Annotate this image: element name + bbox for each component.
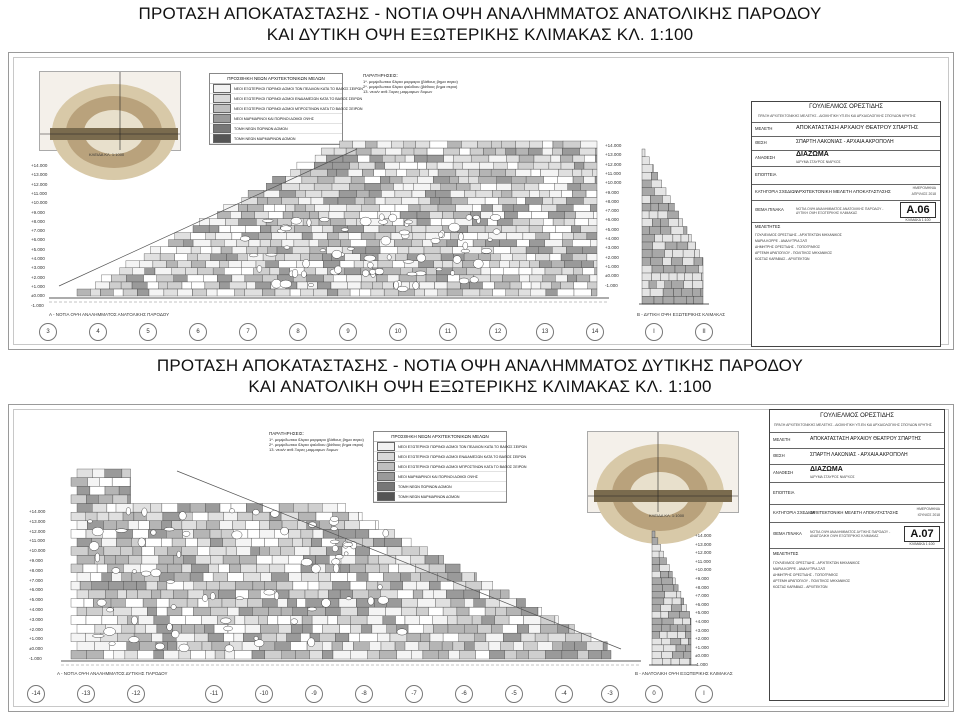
- legend-label: ΝΕΟΙ ΕΞΩΤΕΡΙΚΟΙ ΠΩΡΙΝΟΙ ΔΟΜΟΙ ΕΝΔΙΑΜΕΣΩΝ ΚΑΤΑ ΤΟ ΒΑΘΟΣ ΣΕΙΡΩΝ: [234, 96, 363, 101]
- grid-axis-marker: -4: [555, 685, 573, 703]
- level-label: ±0.000: [31, 293, 45, 299]
- tb-client-row: [752, 150, 940, 167]
- tb-sheet-row: [770, 522, 944, 549]
- legend-label: ΝΕΟΙ ΕΞΩΤΕΡΙΚΟΙ ΠΩΡΙΝΟΙ ΔΟΜΟΙ ΤΩΝ ΠΕΔΙΛΩΝ ΚΑΤΑ ΤΟ ΒΑΘΟΣ ΣΕΙΡΩΝ: [398, 444, 527, 449]
- level-label: +3.000: [695, 627, 709, 633]
- grid-axis-marker: -14: [27, 685, 45, 703]
- legend-swatch: [213, 124, 231, 133]
- level-label: -1.000: [695, 662, 708, 667]
- grid-axis-marker: -6: [455, 685, 473, 703]
- notes-line: 13. νεοι/ν ανθ.Ξορες μαμμαρων δομων: [269, 447, 339, 452]
- notes-block: [269, 431, 369, 452]
- level-label: ±0.000: [695, 653, 709, 659]
- level-label: +14.000: [31, 163, 48, 168]
- grid-axis-marker: -5: [505, 685, 523, 703]
- bottom-drawing-title-line2: ΚΑΙ ΑΝΑΤΟΛΙΚΗ ΟΨΗ ΕΞΩΤΕΡΙΚΗΣ ΚΛΙΜΑΚΑΣ ΚΛ. 1:100: [248, 377, 712, 396]
- level-label: +2.000: [29, 626, 43, 632]
- legend-item: [210, 104, 363, 114]
- elevation-caption-a: Α - ΝΟΤΙΑ ΟΨΗ ΑΝΑΛΗΜΜΑΤΟΣ ΔΥΤΙΚΗΣ ΠΑΡΟΔΟΥ: [57, 671, 168, 676]
- level-label: +5.000: [605, 226, 619, 232]
- level-label: +8.000: [31, 218, 45, 224]
- tb-client: ΔΙΑΖΩΜΑ: [796, 151, 829, 158]
- tb-site-row: [770, 448, 944, 465]
- legend-item: [374, 452, 527, 462]
- tb-architect-sub: ΠΡΑΞΗ ΑΡΧΙΤΕΚΤΟΝΙΚΗΣ ΜΕΛΕΤΗΣ - ΔΙΟΙΚΗΤΙΚΗ ΥΠ.ΕΝ ΚΑΙ ΑΡΧΑΙΟΛΟΓΙΚΗΣ ΣΠΟΥΔΩΝ ΚΡΗΤΗΣ: [774, 423, 932, 427]
- tb-study: ΑΠΟΚΑΤΑΣΤΑΣΗ ΑΡΧΑΙΟΥ ΘΕΑΤΡΟΥ ΣΠΑΡΤΗΣ: [796, 125, 919, 131]
- level-label: +2.000: [31, 274, 45, 280]
- grid-axis-marker: -7: [405, 685, 423, 703]
- elevation-drawing-stair: [639, 143, 709, 308]
- level-label: +13.000: [605, 152, 622, 158]
- tb-category-key: ΚΑΤΗΓΟΡΙΑ ΣΧΕΔΙΩΝ: [755, 189, 798, 194]
- legend-label: ΝΕΟΙ ΕΞΩΤΕΡΙΚΟΙ ΠΩΡΙΝΟΙ ΔΟΜΟΙ ΜΠΡΟΣΤΙΝΩΝ ΚΑΤΑ ΤΟ ΒΑΘΟΣ ΣΕΙΡΩΝ: [398, 464, 527, 469]
- tb-team-key: ΜΕΛΕΤΗΤΕΣ: [755, 224, 781, 229]
- notes-line: 1*. μεμψιδωτικο ΰλιρια μαρμαρο (βάθους βημα σεριο): [363, 79, 458, 84]
- legend-label: ΤΟΜΗ ΝΕΩΝ ΜΑΡΜΑΡΙΝΩΝ ΔΟΜΩΝ: [398, 494, 460, 499]
- level-label: +11.000: [695, 558, 712, 564]
- grid-axis-marker: 10: [389, 323, 407, 341]
- tb-code-box: [900, 202, 936, 222]
- level-label: +12.000: [29, 528, 46, 534]
- grid-axis-marker: 11: [439, 323, 457, 341]
- level-label: -1.000: [29, 656, 42, 661]
- tb-site: ΣΠΑΡΤΗ ΛΑΚΩΝΙΑΣ - ΑΡΧΑΙΑ ΑΚΡΟΠΟΛΗ: [796, 139, 894, 145]
- sheet-scale: ΚΛΙΜΑΚΑ 1:100: [909, 542, 935, 546]
- legend-label: ΝΕΟΙ ΕΞΩΤΕΡΙΚΟΙ ΠΩΡΙΝΟΙ ΔΟΜΟΙ ΤΩΝ ΠΕΔΙΛΩΝ ΚΑΤΑ ΤΟ ΒΑΘΟΣ ΣΕΙΡΩΝ: [234, 86, 363, 91]
- grid-axis-marker: 6: [189, 323, 207, 341]
- tb-site-row: [752, 136, 940, 151]
- stair-elevation: [639, 143, 709, 308]
- level-label: +9.000: [31, 209, 45, 215]
- grid-axis-marker: 7: [239, 323, 257, 341]
- level-label: +4.000: [31, 256, 45, 261]
- tb-category-row: [752, 184, 940, 201]
- notes-title: ΠΑΡΑΤΗΡΗΣΕΙΣ:: [363, 73, 398, 78]
- tb-category-row: [770, 504, 944, 523]
- tb-site: ΣΠΑΡΤΗ ΛΑΚΩΝΙΑΣ - ΑΡΧΑΙΑ ΑΚΡΟΠΟΛΗ: [810, 452, 908, 458]
- elevation-drawing-stair: [649, 525, 697, 669]
- level-label: +7.000: [29, 577, 43, 583]
- level-label: +10.000: [29, 548, 46, 554]
- level-label: +12.000: [695, 550, 712, 556]
- grid-axis-marker: 13: [536, 323, 554, 341]
- level-label: +9.000: [29, 558, 43, 563]
- level-label: +3.000: [29, 616, 43, 622]
- team-member: ΚΩΣΤΑΣ ΚΑΡΑΒΙΑΣ - ΑΡΧΙΤΕΚΤΩΝ: [773, 585, 828, 589]
- tb-client-sub: ΙΔΡΥΜΑ ΣΤΑΥΡΟΣ ΝΙΑΡΧΟΣ: [810, 475, 855, 479]
- legend-list: [210, 84, 363, 144]
- level-label: +2.000: [605, 254, 619, 260]
- title-block: [769, 409, 945, 701]
- level-label: +3.000: [31, 265, 45, 271]
- team-member: ΔΗΜΗΤΡΗΣ ΟΡΕΣΤΙΔΗΣ - ΤΟΠΟΓΡΑΦΟΣ: [755, 245, 821, 249]
- tb-sheet-key: ΘΕΜΑ ΠΙΝΑΚΑ: [773, 531, 802, 536]
- elevation-caption-b: Β - ΔΥΤΙΚΗ ΟΨΗ ΕΞΩΤΕΡΙΚΗΣ ΚΛΙΜΑΚΑΣ: [637, 312, 726, 317]
- level-label: +6.000: [31, 237, 45, 243]
- grid-axis-marker: I: [695, 685, 713, 703]
- level-label: +11.000: [29, 538, 46, 544]
- bottom-drawing-title-line1: ΠΡΟΤΑΣΗ ΑΠΟΚΑΤΑΣΤΑΣΗΣ - ΝΟΤΙΑ ΟΨΗ ΑΝΑΛΗΜΜΑΤΟΣ ΔΥΤΙΚΗΣ ΠΑΡΟΔΟΥ: [156, 356, 804, 375]
- level-label: +12.000: [31, 181, 48, 187]
- level-label: +8.000: [605, 198, 619, 204]
- team-member: ΑΡΤΕΜΗ ΑΡΑΠΟΓΛΟΥ - ΠΟΛΙΤΙΚΟΣ ΜΗΧΑΝΙΚΟΣ: [755, 251, 833, 255]
- sheet-code: Α.06: [900, 202, 936, 218]
- tb-supervision-key: ΕΠΟΠΤΕΙΑ: [755, 172, 777, 177]
- notes-line: 1*. μεμψιδωτικο ΰλιρια μαρμαρο (βάθους βημα σεριο): [269, 437, 364, 442]
- tb-architect: ΓΟΥΛΙΕΛΜΟΣ ΟΡΕΣΤΙΔΗΣ: [809, 104, 883, 110]
- level-label: +10.000: [31, 200, 48, 206]
- grid-axis-marker: 0: [645, 685, 663, 703]
- team-member: ΓΟΥΛΙΕΛΜΟΣ ΟΡΕΣΤΙΔΗΣ - ΑΡΧΙΤΕΚΤΩΝ ΜΗΧΑΝΙΚΟΣ: [773, 561, 860, 565]
- level-label: +14.000: [605, 143, 622, 148]
- tb-study: ΑΠΟΚΑΤΑΣΤΑΣΗ ΑΡΧΑΙΟΥ ΘΕΑΤΡΟΥ ΣΠΑΡΤΗΣ: [810, 436, 922, 442]
- grid-axis-marker: 3: [39, 323, 57, 341]
- legend-title: ΠΡΟΣΘΗΚΗ ΝΕΩΝ ΑΡΧΙΤΕΚΤΟΝΙΚΩΝ ΜΕΛΩΝ: [210, 74, 342, 84]
- level-label: +13.000: [695, 541, 712, 547]
- tb-supervision-row: [752, 166, 940, 185]
- level-label: +6.000: [29, 587, 43, 593]
- grid-axis-marker: I: [645, 323, 663, 341]
- grid-axis-marker: 14: [586, 323, 604, 341]
- tb-supervision-key: ΕΠΟΠΤΕΙΑ: [773, 490, 795, 495]
- level-label: +9.000: [695, 576, 709, 581]
- level-label: +11.000: [605, 170, 622, 176]
- tb-team-key: ΜΕΛΕΤΗΤΕΣ: [773, 551, 799, 556]
- legend-title: ΠΡΟΣΘΗΚΗ ΝΕΩΝ ΑΡΧΙΤΕΚΤΟΝΙΚΩΝ ΜΕΛΩΝ: [374, 432, 506, 442]
- grid-axis-marker: -3: [601, 685, 619, 703]
- tb-team-list: [773, 560, 860, 590]
- sheet-scale: ΚΛΙΜΑΚΑ 1:100: [905, 218, 931, 222]
- notes-line: 2*. μεμψιδωτικο ΰλιρια ψαλιδιου (βάθους βημα σεριο): [269, 442, 364, 447]
- elevation-drawing-east-parodos: [49, 141, 609, 306]
- top-drawing-title-line1: ΠΡΟΤΑΣΗ ΑΠΟΚΑΤΑΣΤΑΣΗΣ - ΝΟΤΙΑ ΟΨΗ ΑΝΑΛΗΜΜΑΤΟΣ ΑΝΑΤΟΛΙΚΗΣ ΠΑΡΟΔΟΥ: [138, 4, 822, 23]
- grid-axis-marker: 8: [289, 323, 307, 341]
- tb-architect: ΓΟΥΛΙΕΛΜΟΣ ΟΡΕΣΤΙΔΗΣ: [820, 413, 894, 419]
- level-label: +4.000: [29, 607, 43, 612]
- sheet-code: Α.07: [904, 526, 940, 542]
- key-plan-caption: ΚΛΕΙΔΑ ΚΛ. 1:1000: [89, 152, 125, 157]
- level-label: +9.000: [605, 189, 619, 195]
- level-label: +1.000: [31, 283, 45, 289]
- level-label: +6.000: [695, 601, 709, 607]
- legend-label: ΤΟΜΗ ΝΕΩΝ ΠΩΡΙΝΩΝ ΔΟΜΩΝ: [234, 126, 288, 131]
- tb-architect-sub: ΠΡΑΞΗ ΑΡΧΙΤΕΚΤΟΝΙΚΗΣ ΜΕΛΕΤΗΣ - ΔΙΟΙΚΗΤΙΚΗ ΥΠ.ΕΝ ΚΑΙ ΑΡΧΑΙΟΛΟΓΙΚΗΣ ΣΠΟΥΔΩΝ ΚΡΗΤΗΣ: [758, 114, 916, 118]
- legend-swatch: [377, 442, 395, 451]
- tb-client-key: ΑΝΑΘΕΣΗ: [755, 155, 776, 160]
- tb-client: ΔΙΑΖΩΜΑ: [810, 466, 843, 473]
- level-label: +8.000: [29, 567, 43, 573]
- level-label: -1.000: [605, 282, 618, 288]
- tb-site-key: ΘΕΣΗ: [755, 140, 767, 145]
- tb-site-key: ΘΕΣΗ: [773, 453, 785, 458]
- level-label: +1.000: [29, 636, 43, 642]
- materials-legend: [209, 73, 363, 145]
- level-label: ±0.000: [605, 273, 619, 279]
- tb-sheet-key: ΘΕΜΑ ΠΙΝΑΚΑ: [755, 207, 784, 212]
- tb-supervision-row: [770, 482, 944, 505]
- level-label: -1.000: [31, 302, 44, 308]
- level-label: +6.000: [605, 217, 619, 223]
- tb-study-key: ΜΕΛΕΤΗ: [755, 126, 773, 131]
- tb-client-key: ΑΝΑΘΕΣΗ: [773, 470, 794, 475]
- level-label: +13.000: [31, 172, 48, 178]
- tb-client-sub: ΙΔΡΥΜΑ ΣΤΑΥΡΟΣ ΝΙΑΡΧΟΣ: [796, 160, 841, 164]
- tb-category-key: ΚΑΤΗΓΟΡΙΑ ΣΧΕΔΙΩΝ: [773, 510, 816, 515]
- tb-architect-row: [752, 102, 940, 123]
- notes-title: ΠΑΡΑΤΗΡΗΣΕΙΣ:: [269, 431, 304, 436]
- tb-study-key: ΜΕΛΕΤΗ: [773, 437, 791, 442]
- elevation-caption-a: Α - ΝΟΤΙΑ ΟΨΗ ΑΝΑΛΗΜΜΑΤΟΣ ΑΝΑΤΟΛΙΚΗΣ ΠΑΡΟΔΟΥ: [49, 312, 170, 317]
- level-label: +3.000: [605, 245, 619, 251]
- legend-item: [210, 84, 363, 94]
- legend-label: ΝΕΟΙ ΕΞΩΤΕΡΙΚΟΙ ΠΩΡΙΝΟΙ ΔΟΜΟΙ ΕΝΔΙΑΜΕΣΩΝ ΚΑΤΑ ΤΟ ΒΑΘΟΣ ΣΕΙΡΩΝ: [398, 454, 527, 459]
- level-label: +14.000: [695, 533, 712, 538]
- level-label: +2.000: [695, 636, 709, 642]
- level-label: +5.000: [31, 246, 45, 252]
- grid-axis-marker: 12: [489, 323, 507, 341]
- grid-axis-marker: -9: [305, 685, 323, 703]
- grid-axis-marker: -12: [127, 685, 145, 703]
- level-label: +14.000: [29, 509, 46, 514]
- grid-axis-marker: 4: [89, 323, 107, 341]
- team-member: ΜΑΡΙΑ ΚΟΡΡΕ - ΑΝΑΛΥΤΡΙΑ ΣΛΠ: [773, 567, 826, 571]
- elevation-caption-b: Β - ΑΝΑΤΟΛΙΚΗ ΟΨΗ ΕΞΩΤΕΡΙΚΗΣ ΚΛΙΜΑΚΑΣ: [635, 671, 733, 676]
- legend-item: [210, 94, 363, 104]
- theatre-aerial-image: [40, 72, 180, 150]
- team-member: ΑΡΤΕΜΗ ΑΡΑΠΟΓΛΟΥ - ΠΟΛΙΤΙΚΟΣ ΜΗΧΑΝΙΚΟΣ: [773, 579, 851, 583]
- team-member: ΓΟΥΛΙΕΛΜΟΣ ΟΡΕΣΤΙΔΗΣ - ΑΡΧΙΤΕΚΤΩΝ ΜΗΧΑΝΙΚΟΣ: [755, 233, 842, 237]
- tb-subject: ΝΟΤΙΑ ΟΨΗ ΑΝΑΛΗΜΜΑΤΟΣ ΑΝΑΤΟΛΙΚΗΣ ΠΑΡΟΔΟΥ - ΔΥΤΙΚΗ ΟΨΗ ΕΞΩΤΕΡΙΚΗΣ ΚΛΙΜΑΚΑΣ: [796, 207, 884, 215]
- tb-study-row: [752, 122, 940, 137]
- legend-item: [210, 114, 342, 124]
- legend-item: [210, 124, 342, 134]
- legend-swatch: [213, 114, 231, 123]
- legend-item: [374, 442, 527, 452]
- tb-sheet-row: [752, 200, 940, 223]
- tb-date: ΙΟΥΝΙΟΣ 2018: [917, 513, 940, 517]
- legend-label: ΝΕΟΙ ΜΑΡΜΑΡΙΝΟΙ ΚΑΙ ΠΩΡΙΝΟΙ ΔΟΜΟΙ ΟΨΗΣ: [398, 474, 478, 479]
- legend-label: ΤΟΜΗ ΝΕΩΝ ΠΩΡΙΝΩΝ ΔΟΜΩΝ: [398, 484, 452, 489]
- legend-label: ΤΟΜΗ ΝΕΩΝ ΜΑΡΜΑΡΙΝΩΝ ΔΟΜΩΝ: [234, 136, 296, 141]
- drawing-sheet-a07: [8, 404, 954, 712]
- level-label: +4.000: [695, 619, 709, 624]
- team-member: ΚΩΣΤΑΣ ΚΑΡΑΒΙΑΣ - ΑΡΧΙΤΕΚΤΩΝ: [755, 257, 810, 261]
- level-label: +8.000: [695, 584, 709, 590]
- tb-subject: ΝΟΤΙΑ ΟΨΗ ΑΝΑΛΗΜΜΑΤΟΣ ΔΥΤΙΚΗΣ ΠΑΡΟΔΟΥ - ΑΝΑΤΟΛΙΚΗ ΟΨΗ ΕΞΩΤΕΡΙΚΗΣ ΚΛΙΜΑΚΑΣ: [810, 530, 891, 538]
- tb-date: ΑΠΡΙΛΙΟΣ 2018: [911, 192, 936, 196]
- notes-line: 2*. μεμψιδωτικο ΰλιρια ψαλιδιου (βάθους βημα σεριο): [363, 84, 458, 89]
- grid-axis-marker: 9: [339, 323, 357, 341]
- legend-swatch: [213, 84, 231, 93]
- level-label: +7.000: [695, 593, 709, 599]
- level-label: +7.000: [31, 228, 45, 234]
- top-drawing-title-line2: ΚΑΙ ΔΥΤΙΚΗ ΟΨΗ ΕΞΩΤΕΡΙΚΗΣ ΚΛΙΜΑΚΑΣ ΚΛ. 1:100: [266, 25, 694, 44]
- level-label: +12.000: [605, 161, 622, 167]
- level-label: +11.000: [31, 190, 48, 196]
- grid-axis-marker: II: [695, 323, 713, 341]
- team-member: ΜΑΡΙΑ ΚΟΡΡΕ - ΑΝΑΛΥΤΡΙΑ ΣΛΠ: [755, 239, 808, 243]
- legend-swatch: [213, 94, 231, 103]
- tb-study-row: [770, 432, 944, 449]
- tb-team-list: [755, 232, 842, 262]
- level-label: +10.000: [695, 567, 712, 573]
- legend-label: ΝΕΟΙ ΕΞΩΤΕΡΙΚΟΙ ΠΩΡΙΝΟΙ ΔΟΜΟΙ ΜΠΡΟΣΤΙΝΩΝ ΚΑΤΑ ΤΟ ΒΑΘΟΣ ΣΕΙΡΩΝ: [234, 106, 363, 111]
- level-label: +7.000: [605, 208, 619, 214]
- grid-axis-marker: -8: [355, 685, 373, 703]
- tb-code-box: [904, 526, 940, 546]
- notes-line: 13. νεοι/ν ανθ.Ξορες μαμμαρων δομων: [363, 89, 433, 94]
- level-label: +5.000: [695, 610, 709, 616]
- masonry-wall-elevation: [61, 469, 641, 669]
- tb-architect-row: [770, 410, 944, 433]
- tb-date-label: ΗΜΕΡΟΜΗΝΙΑ: [916, 507, 940, 511]
- level-label: +10.000: [605, 180, 622, 186]
- team-member: ΔΗΜΗΤΡΗΣ ΟΡΕΣΤΙΔΗΣ - ΤΟΠΟΓΡΑΦΟΣ: [773, 573, 839, 577]
- elevation-drawing-west-parodos: [61, 469, 641, 669]
- level-label: +1.000: [605, 263, 619, 269]
- key-plan-caption: ΚΛΕΙΔΑ ΚΛ. 1:1000: [649, 513, 685, 518]
- key-plan-photo: [39, 71, 181, 151]
- masonry-wall-elevation: [49, 141, 609, 306]
- level-label: +4.000: [605, 236, 619, 241]
- level-label: +13.000: [29, 518, 46, 524]
- legend-label: ΝΕΟΙ ΜΑΡΜΑΡΙΝΟΙ ΚΑΙ ΠΩΡΙΝΟΙ ΔΟΜΟΙ ΟΨΗΣ: [234, 116, 314, 121]
- grid-axis-marker: -13: [77, 685, 95, 703]
- stair-elevation: [649, 525, 697, 669]
- legend-swatch: [213, 104, 231, 113]
- grid-axis-marker: 5: [139, 323, 157, 341]
- grid-axis-marker: -11: [205, 685, 223, 703]
- legend-swatch: [377, 452, 395, 461]
- title-block: [751, 101, 941, 347]
- tb-date-label: ΗΜΕΡΟΜΗΝΙΑ: [912, 186, 936, 190]
- tb-client-row: [770, 464, 944, 483]
- level-label: ±0.000: [29, 646, 43, 652]
- notes-block: [363, 73, 473, 94]
- tb-category: ΑΡΧΙΤΕΚΤΟΝΙΚΗ ΜΕΛΕΤΗ ΑΠΟΚΑΤΑΣΤΑΣΗΣ: [796, 189, 891, 194]
- tb-category: ΑΡΧΙΤΕΚΤΟΝΙΚΗ ΜΕΛΕΤΗ ΑΠΟΚΑΤΑΣΤΑΣΗΣ: [810, 510, 899, 515]
- level-label: +5.000: [29, 597, 43, 603]
- level-label: +1.000: [695, 644, 709, 650]
- grid-axis-marker: -10: [255, 685, 273, 703]
- drawing-sheet-a06: [8, 52, 954, 350]
